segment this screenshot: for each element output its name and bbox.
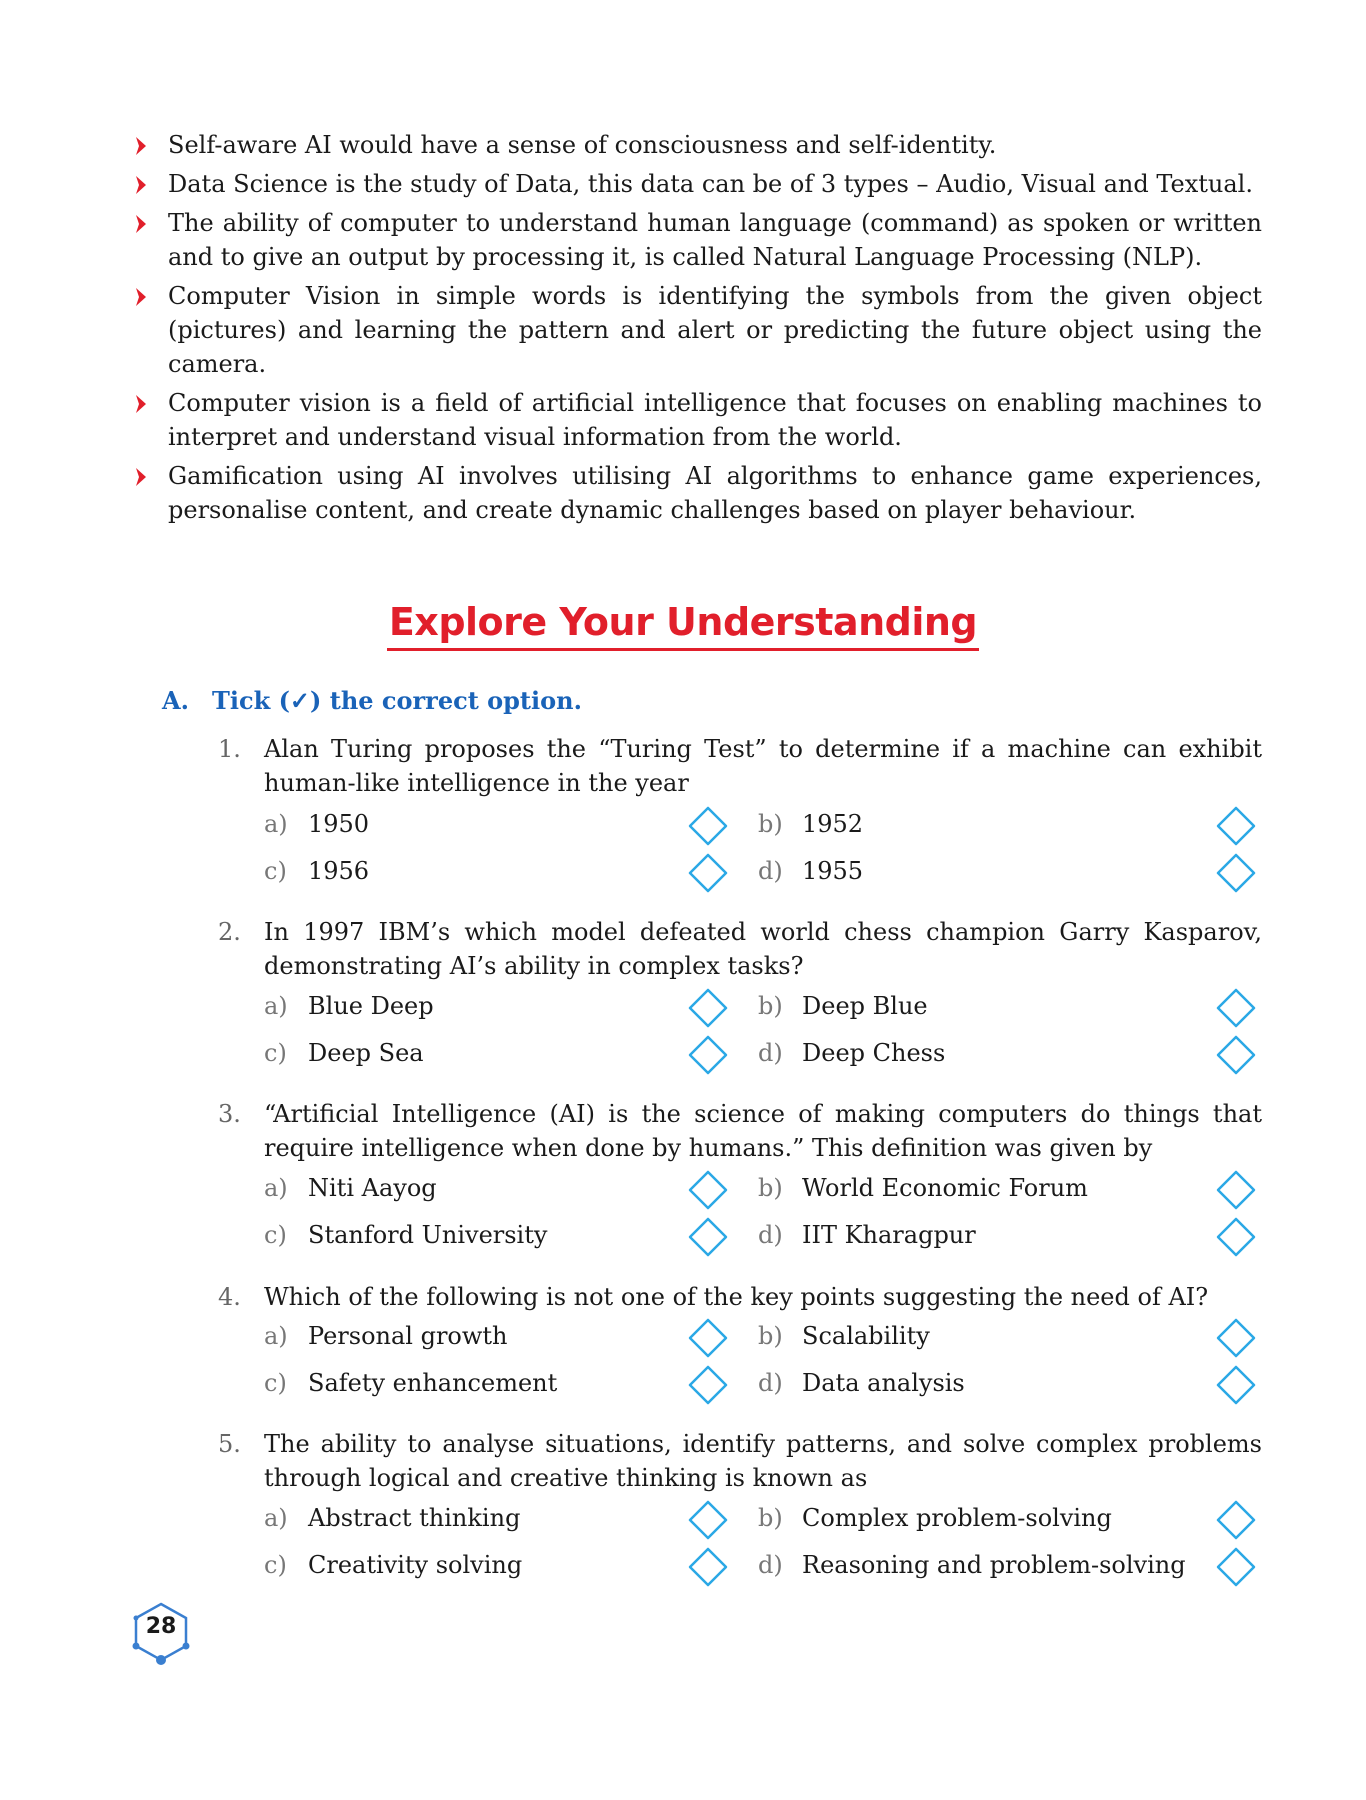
tick-box-icon[interactable] — [1216, 988, 1256, 1028]
option-text: Safety enhancement — [308, 1369, 558, 1397]
question-number: 2. — [218, 918, 241, 946]
option-letter: d) — [758, 857, 783, 885]
option-c — [264, 1033, 424, 1073]
option-letter: c) — [264, 857, 287, 885]
option-d — [758, 851, 863, 891]
tick-box-icon[interactable] — [1216, 1170, 1256, 1210]
option-b — [758, 804, 863, 844]
tick-box-icon[interactable] — [688, 806, 728, 846]
option-letter: a) — [264, 1174, 288, 1202]
option-text: Stanford University — [308, 1221, 548, 1249]
option-b — [758, 1316, 930, 1356]
section-heading: Explore Your Understanding — [387, 600, 979, 651]
option-text: Personal growth — [308, 1322, 508, 1350]
option-letter: b) — [758, 810, 783, 838]
question-2 — [218, 915, 1262, 983]
question-number: 3. — [218, 1100, 241, 1128]
bullet-item — [134, 459, 1262, 527]
option-text: World Economic Forum — [802, 1174, 1088, 1202]
tick-box-icon[interactable] — [1216, 853, 1256, 893]
arrow-bullet-icon — [134, 395, 146, 413]
option-letter: c) — [264, 1551, 287, 1579]
option-text: Reasoning and problem-solving — [802, 1551, 1186, 1579]
option-a — [264, 804, 369, 844]
option-letter: b) — [758, 1504, 783, 1532]
question-text: “Artificial Intelligence (AI) is the science of making computers do things that require intelligence when done by humans.” This definition was given by — [264, 1100, 1262, 1162]
bullet-text: The ability of computer to understand human language (command) as spoken or written and to give an output by processing it, is called Natural Language Processing (NLP). — [168, 209, 1262, 271]
option-text: Blue Deep — [308, 992, 434, 1020]
tick-box-icon[interactable] — [688, 853, 728, 893]
bullet-text: Data Science is the study of Data, this data can be of 3 types – Audio, Visual and Textual. — [168, 170, 1253, 198]
option-b — [758, 986, 928, 1026]
tick-box-icon[interactable] — [1216, 1035, 1256, 1075]
option-text: Niti Aayog — [308, 1174, 437, 1202]
question-1 — [218, 732, 1262, 800]
summary-bullet-list — [134, 128, 1262, 532]
exercise-title: Tick (✓) the correct option. — [212, 686, 582, 715]
tick-box-icon[interactable] — [1216, 1547, 1256, 1587]
tick-box-icon[interactable] — [1216, 806, 1256, 846]
option-a — [264, 1498, 520, 1538]
option-letter: d) — [758, 1369, 783, 1397]
option-letter: a) — [264, 992, 288, 1020]
option-a — [264, 1316, 508, 1356]
option-b — [758, 1498, 1112, 1538]
option-text: 1950 — [308, 810, 370, 838]
option-text: Deep Chess — [802, 1039, 946, 1067]
option-d — [758, 1215, 976, 1255]
option-letter: b) — [758, 1174, 783, 1202]
option-text: 1955 — [802, 857, 864, 885]
bullet-text: Computer Vision in simple words is identifying the symbols from the given object (pictures) and learning the pattern and alert or predicting the future object using the camera. — [168, 282, 1262, 378]
option-text: Complex problem-solving — [802, 1504, 1112, 1532]
tick-box-icon[interactable] — [688, 988, 728, 1028]
question-5 — [218, 1427, 1262, 1495]
question-text: Which of the following is not one of the key points suggesting the need of AI? — [264, 1283, 1209, 1311]
page-number: 28 — [145, 1614, 177, 1639]
bullet-text: Self-aware AI would have a sense of consciousness and self-identity. — [168, 131, 997, 159]
option-d — [758, 1363, 965, 1403]
option-c — [264, 851, 369, 891]
option-letter: b) — [758, 992, 783, 1020]
option-letter: c) — [264, 1039, 287, 1067]
bullet-text: Computer vision is a field of artificial intelligence that focuses on enabling machines to interpret and understand visual information from the world. — [168, 389, 1262, 451]
option-c — [264, 1363, 557, 1403]
bullet-item — [134, 279, 1262, 381]
option-c — [264, 1545, 522, 1585]
option-letter: c) — [264, 1221, 287, 1249]
tick-box-icon[interactable] — [688, 1035, 728, 1075]
question-text: Alan Turing proposes the “Turing Test” to determine if a machine can exhibit human-like intelligence in the year — [264, 735, 1262, 797]
tick-box-icon[interactable] — [688, 1500, 728, 1540]
option-a — [264, 1168, 437, 1208]
option-a — [264, 986, 434, 1026]
tick-box-icon[interactable] — [688, 1547, 728, 1587]
option-text: IIT Kharagpur — [802, 1221, 976, 1249]
exercise-letter: A. — [162, 686, 189, 715]
option-letter: b) — [758, 1322, 783, 1350]
question-number: 4. — [218, 1283, 241, 1311]
option-c — [264, 1215, 547, 1255]
option-text: Data analysis — [802, 1369, 965, 1397]
question-text: In 1997 IBM’s which model defeated world chess champion Garry Kasparov, demonstrating AI’s ability in complex tasks? — [264, 918, 1262, 980]
arrow-bullet-icon — [134, 176, 146, 194]
tick-box-icon[interactable] — [688, 1365, 728, 1405]
bullet-item — [134, 167, 1262, 201]
bullet-item — [134, 386, 1262, 454]
option-letter: d) — [758, 1551, 783, 1579]
question-number: 1. — [218, 735, 241, 763]
option-text: Deep Blue — [802, 992, 928, 1020]
tick-box-icon[interactable] — [1216, 1318, 1256, 1358]
option-letter: a) — [264, 1504, 288, 1532]
option-b — [758, 1168, 1088, 1208]
arrow-bullet-icon — [134, 288, 146, 306]
option-letter: d) — [758, 1221, 783, 1249]
tick-box-icon[interactable] — [1216, 1217, 1256, 1257]
question-number: 5. — [218, 1430, 241, 1458]
option-text: Scalability — [802, 1322, 930, 1350]
tick-box-icon[interactable] — [1216, 1500, 1256, 1540]
option-letter: d) — [758, 1039, 783, 1067]
option-d — [758, 1033, 945, 1073]
heading-wrapper — [0, 600, 1366, 651]
option-letter: a) — [264, 810, 288, 838]
arrow-bullet-icon — [134, 468, 146, 486]
question-4 — [218, 1280, 1262, 1314]
option-text: Creativity solving — [308, 1551, 523, 1579]
bullet-text: Gamification using AI involves utilising AI algorithms to enhance game experiences, personalise content, and create dynamic challenges based on player behaviour. — [168, 462, 1262, 524]
tick-box-icon[interactable] — [688, 1217, 728, 1257]
option-text: 1956 — [308, 857, 370, 885]
bullet-item — [134, 206, 1262, 274]
question-3 — [218, 1097, 1262, 1165]
arrow-bullet-icon — [134, 215, 146, 233]
option-letter: a) — [264, 1322, 288, 1350]
option-letter: c) — [264, 1369, 287, 1397]
option-text: Deep Sea — [308, 1039, 424, 1067]
option-d — [758, 1545, 1186, 1585]
bullet-item — [134, 128, 1262, 162]
question-text: The ability to analyse situations, identify patterns, and solve complex problems through logical and creative thinking is known as — [264, 1430, 1262, 1492]
tick-box-icon[interactable] — [1216, 1365, 1256, 1405]
tick-box-icon[interactable] — [688, 1170, 728, 1210]
arrow-bullet-icon — [134, 137, 146, 155]
exercise-instruction — [162, 686, 582, 715]
option-text: Abstract thinking — [308, 1504, 521, 1532]
option-text: 1952 — [802, 810, 864, 838]
tick-box-icon[interactable] — [688, 1318, 728, 1358]
